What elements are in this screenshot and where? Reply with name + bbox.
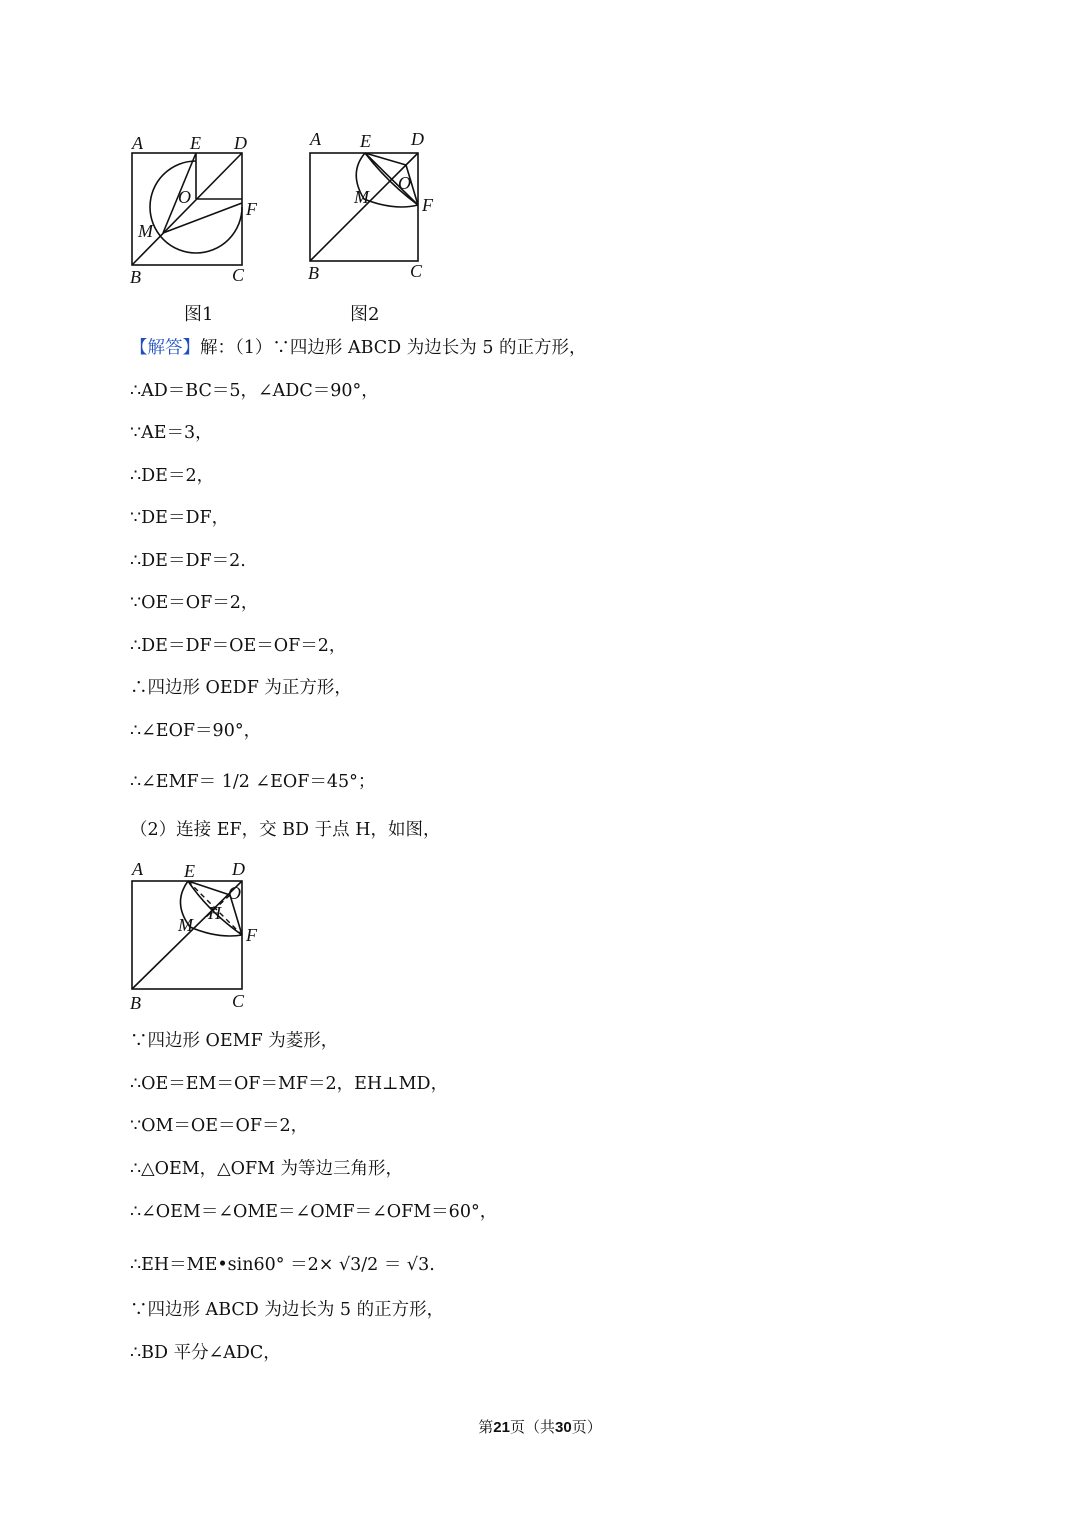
figure-3-diagram <box>120 855 280 1020</box>
fig2-label-b: B <box>308 263 319 283</box>
fig2-label-o: O <box>398 173 411 193</box>
solution-line: ∵DE＝DF， <box>130 508 230 528</box>
solution-line: ∵AE＝3， <box>130 423 213 443</box>
fig3-label-d: D <box>232 859 245 879</box>
fig1-label-a: A <box>132 133 143 153</box>
solution-line: ∵四边形 OEMF 为菱形， <box>130 1031 339 1051</box>
page-number: 21 <box>493 1419 510 1436</box>
solution-line-text: 解：（1）∵四边形 ABCD 为边长为 5 的正方形， <box>200 338 587 358</box>
fig2-label-e: E <box>360 131 371 151</box>
fig3-label-f: F <box>246 925 257 945</box>
fig1-label-m: M <box>138 221 153 241</box>
solution-line: ∴DE＝2， <box>130 466 215 486</box>
solution-line: ∴△OEM，△OFM 为等边三角形， <box>130 1159 404 1179</box>
solution-line: ∴BD 平分∠ADC， <box>130 1343 281 1363</box>
footer-suffix: 页） <box>571 1418 602 1436</box>
solution-line: ∵OE＝OF＝2， <box>130 593 259 613</box>
solution-line: ∴∠EMF＝ 1/2 ∠EOF＝45°； <box>130 772 376 792</box>
fig1-label-o: O <box>178 187 191 207</box>
fig1-label-d: D <box>234 133 247 153</box>
fig2-label-c: C <box>410 261 423 281</box>
fig2-label-m: M <box>354 187 369 207</box>
figure-3 <box>120 855 280 1020</box>
figure-1-diagram <box>120 125 280 295</box>
figure-1-caption: 图1 <box>184 304 214 325</box>
solution-line <box>130 336 587 360</box>
fig2-label-d: D <box>411 129 424 149</box>
fig3-label-h: H <box>208 903 221 923</box>
fig1-label-f: F <box>246 199 257 219</box>
footer-middle: 页（共 <box>509 1418 555 1436</box>
fig1-label-c: C <box>232 265 245 285</box>
solution-line: ∴DE＝DF＝OE＝OF＝2， <box>130 636 347 656</box>
footer-prefix: 第 <box>478 1418 494 1436</box>
page-footer <box>0 1416 1080 1437</box>
fig3-label-b: B <box>130 993 141 1013</box>
figure-2-diagram <box>298 125 458 295</box>
fig2-label-f: F <box>422 195 433 215</box>
fig3-label-a: A <box>132 859 143 879</box>
fig3-label-e: E <box>184 861 195 881</box>
figure-2 <box>298 125 458 295</box>
solution-line: ∴OE＝EM＝OF＝MF＝2，EH⊥MD， <box>130 1074 449 1094</box>
solution-line: ∴AD＝BC＝5，∠ADC＝90°， <box>130 381 379 401</box>
fig1-label-b: B <box>130 267 141 287</box>
solution-line: ∵四边形 ABCD 为边长为 5 的正方形， <box>130 1300 445 1320</box>
solution-tag: 【解答】 <box>130 338 200 358</box>
fig2-label-a: A <box>310 129 321 149</box>
figure-1 <box>120 125 280 295</box>
fig3-label-m: M <box>178 915 193 935</box>
solution-line: ∵OM＝OE＝OF＝2， <box>130 1116 309 1136</box>
fig3-label-o: O <box>228 883 241 903</box>
solution-line: ∴∠EOF＝90°， <box>130 721 262 741</box>
solution-line: ∴四边形 OEDF 为正方形， <box>130 678 352 698</box>
solution-line: ∴∠OEM＝∠OME＝∠OMF＝∠OFM＝60°， <box>130 1202 498 1222</box>
solution-line: ∴EH＝ME•sin60° ＝2× √3/2 ＝ √3. <box>130 1255 435 1275</box>
figure-2-caption: 图2 <box>350 304 380 325</box>
solution-line: ∴DE＝DF＝2. <box>130 551 246 571</box>
fig1-label-e: E <box>190 133 201 153</box>
page-total: 30 <box>555 1419 572 1436</box>
fig3-label-c: C <box>232 991 245 1011</box>
solution-line: （2）连接 EF，交 BD 于点 H，如图， <box>130 820 441 840</box>
